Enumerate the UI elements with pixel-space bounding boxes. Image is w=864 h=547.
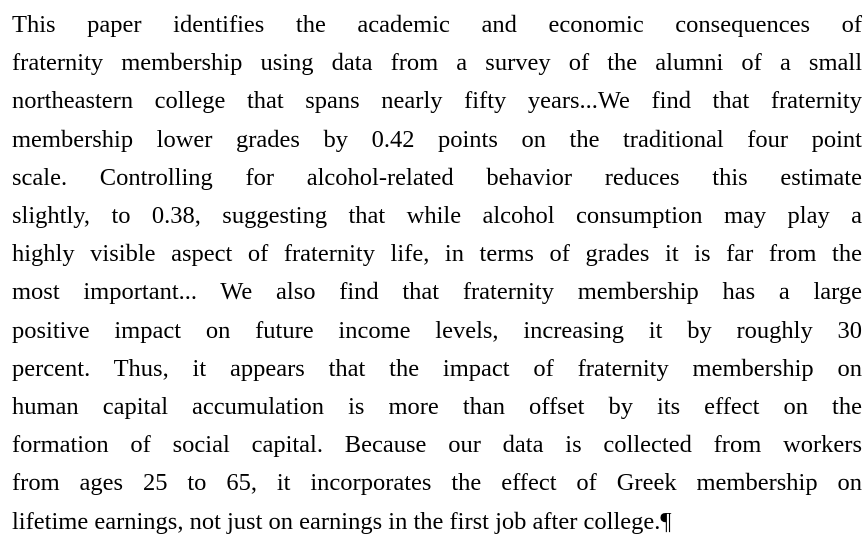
paragraph-line: This paper identifies the academic and economic consequences of [12, 11, 862, 38]
body-paragraph [12, 6, 862, 541]
paragraph-line: lifetime earnings, not just on earnings in the first job after college.¶ [12, 507, 672, 535]
paragraph-line: formation of social capital. Because our data is collected from workers [12, 431, 862, 459]
paragraph-line: percent. Thus, it appears that the impact of fraternity membership on [12, 354, 862, 382]
paragraph-line: human capital accumulation is more than offset by its effect on the [12, 393, 862, 421]
paragraph-line: northeastern college that spans nearly fifty years...We find that fraternity [12, 87, 862, 115]
paragraph-line: from ages 25 to 65, it incorporates the effect of Greek membership on [12, 469, 862, 497]
paragraph-line: fraternity membership using data from a survey of the alumni of a small [12, 49, 862, 77]
paragraph-line: positive impact on future income levels, increasing it by roughly 30 [12, 316, 862, 344]
paragraph-line: highly visible aspect of fraternity life, in terms of grades it is far from the [12, 240, 862, 268]
paragraph-line: membership lower grades by 0.42 points on the traditional four point [12, 125, 862, 153]
paragraph-line: slightly, to 0.38, suggesting that while alcohol consumption may play a [12, 202, 862, 230]
paragraph-line: most important... We also find that fraternity membership has a large [12, 278, 862, 306]
paragraph-line: scale. Controlling for alcohol-related behavior reduces this estimate [12, 163, 862, 191]
